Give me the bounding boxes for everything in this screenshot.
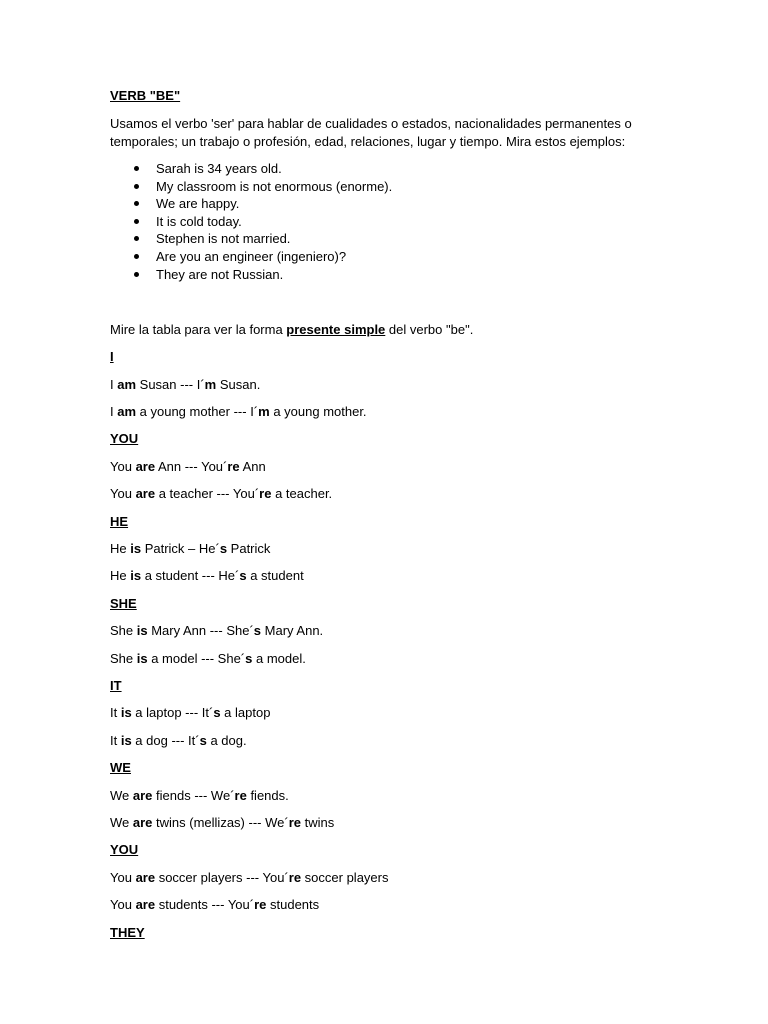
example-item: Sarah is 34 years old. xyxy=(156,160,658,178)
verb-form: m xyxy=(204,376,217,392)
example-item: Stephen is not married. xyxy=(156,230,658,248)
verb-form: am xyxy=(117,376,137,392)
verb-form: am xyxy=(117,403,137,419)
verb-form: re xyxy=(254,897,267,913)
sentence-text: You xyxy=(110,486,136,502)
sentence-text: He xyxy=(110,568,131,584)
table-intro-paragraph xyxy=(110,321,658,338)
sentence-text: We xyxy=(110,787,133,803)
sentence-text: a dog. xyxy=(206,732,247,748)
pronoun-section xyxy=(110,760,658,831)
document-title: VERB "BE" xyxy=(110,88,181,103)
example-sentence xyxy=(110,486,658,502)
sentence-text: soccer players xyxy=(301,869,389,885)
verb-form: is xyxy=(130,568,142,584)
verb-form: m xyxy=(258,403,270,419)
sentence-text: Patrick xyxy=(227,541,271,556)
verb-form: are xyxy=(135,897,156,913)
sentence-text: twins (mellizas) --- We´ xyxy=(152,815,289,831)
verb-form: is xyxy=(120,732,132,748)
sentence-text: students xyxy=(266,897,320,913)
sentence-text: Susan. xyxy=(216,376,261,392)
sentence-text: It xyxy=(110,705,121,721)
verb-form: re xyxy=(227,458,240,474)
pronoun-heading: IT xyxy=(110,678,122,694)
pronoun-section xyxy=(110,925,658,941)
sentence-text: a model. xyxy=(252,650,306,666)
example-item: My classroom is not enormous (enorme). xyxy=(156,178,658,196)
verb-form: s xyxy=(219,541,228,556)
example-sentence xyxy=(110,651,658,667)
example-sentence xyxy=(110,623,658,639)
sentence-text: He xyxy=(110,541,131,556)
sentence-text: She xyxy=(110,623,137,639)
example-sentence xyxy=(110,897,658,913)
sentence-text: soccer players --- You´ xyxy=(155,869,289,885)
verb-form: are xyxy=(135,869,156,885)
pronoun-section xyxy=(110,596,658,667)
sentence-text: a laptop xyxy=(220,705,271,721)
sentence-text: Patrick – He´ xyxy=(141,541,220,556)
pronoun-heading: HE xyxy=(110,513,129,529)
sentence-text: You xyxy=(110,897,136,913)
verb-form: is xyxy=(136,650,148,666)
sentence-text: We xyxy=(110,815,133,831)
sentence-text: a young mother. xyxy=(269,403,367,419)
sentence-text: She xyxy=(110,650,137,666)
table-intro-before: Mire la tabla para ver la forma xyxy=(110,322,287,338)
pronoun-heading: SHE xyxy=(110,595,137,611)
pronoun-section xyxy=(110,349,658,420)
sentence-text: a student xyxy=(246,568,304,584)
sentence-text: Ann xyxy=(239,458,266,474)
pronoun-heading: YOU xyxy=(110,431,139,447)
spacer xyxy=(110,283,658,321)
pronoun-section xyxy=(110,431,658,502)
verb-form: s xyxy=(239,568,247,584)
verb-form: s xyxy=(199,732,207,748)
conjugation-sections xyxy=(110,349,658,941)
sentence-text: a model --- She´ xyxy=(147,650,246,666)
pronoun-section xyxy=(110,842,658,913)
sentence-text: Susan --- I´ xyxy=(136,376,205,392)
example-item: We are happy. xyxy=(156,195,658,213)
sentence-text: fiends. xyxy=(246,787,289,803)
table-intro-emphasis: presente simple xyxy=(286,322,386,338)
example-sentence xyxy=(110,459,658,475)
sentence-text: fiends --- We´ xyxy=(152,787,235,803)
verb-form: is xyxy=(136,623,148,639)
verb-form: are xyxy=(132,815,153,831)
example-item: They are not Russian. xyxy=(156,266,658,284)
pronoun-heading: YOU xyxy=(110,842,139,858)
verb-form: is xyxy=(120,705,132,721)
verb-form: s xyxy=(253,623,262,639)
sentence-text: a teacher. xyxy=(271,486,333,502)
sentence-text: twins xyxy=(300,815,335,831)
sentence-text: students --- You´ xyxy=(155,897,255,913)
verb-form: re xyxy=(259,486,272,502)
sentence-text: a teacher --- You´ xyxy=(155,486,260,502)
example-sentence xyxy=(110,870,658,886)
verb-form: re xyxy=(288,815,301,831)
sentence-text: a dog --- It´ xyxy=(131,732,200,748)
verb-form: s xyxy=(213,705,221,721)
sentence-text: a young mother --- I´ xyxy=(136,403,259,419)
example-sentence xyxy=(110,404,658,420)
sentence-text: Ann --- You´ xyxy=(155,458,228,474)
sentence-text: Mary Ann --- She´ xyxy=(147,623,254,639)
sentence-text: Mary Ann. xyxy=(261,623,324,639)
verb-form: s xyxy=(245,650,253,666)
example-item: It is cold today. xyxy=(156,213,658,231)
example-sentence xyxy=(110,705,658,721)
example-sentence xyxy=(110,541,658,557)
sentence-text: You xyxy=(110,869,136,885)
verb-form: are xyxy=(132,787,153,803)
pronoun-heading: I xyxy=(110,349,114,365)
verb-form: is xyxy=(130,541,142,556)
sentence-text: I xyxy=(110,376,118,392)
pronoun-heading: THEY xyxy=(110,924,145,940)
example-sentence xyxy=(110,788,658,804)
example-sentence xyxy=(110,815,658,831)
verb-form: are xyxy=(135,486,156,502)
verb-form: are xyxy=(135,458,156,474)
example-sentence xyxy=(110,568,658,584)
sentence-text: It xyxy=(110,732,121,748)
verb-form: re xyxy=(288,869,302,885)
intro-paragraph: Usamos el verbo 'ser' para hablar de cualidades o estados, nacionalidades permanentes o temporales; un trabajo o profesión, edad, relaciones, lugar y tiempo. Mira estos ejemplos: xyxy=(110,116,632,149)
example-sentence xyxy=(110,377,658,393)
sentence-text: a laptop --- It´ xyxy=(131,705,214,721)
example-sentence xyxy=(110,733,658,749)
verb-form: re xyxy=(234,787,247,803)
sentence-text: You xyxy=(110,458,136,474)
example-item: Are you an engineer (ingeniero)? xyxy=(156,248,658,266)
examples-list xyxy=(110,160,658,283)
pronoun-section xyxy=(110,514,658,585)
table-intro-after: del verbo "be". xyxy=(385,322,474,338)
pronoun-heading: WE xyxy=(110,760,131,776)
pronoun-section xyxy=(110,678,658,749)
sentence-text: a student --- He´ xyxy=(141,568,240,584)
sentence-text: I xyxy=(110,403,118,419)
